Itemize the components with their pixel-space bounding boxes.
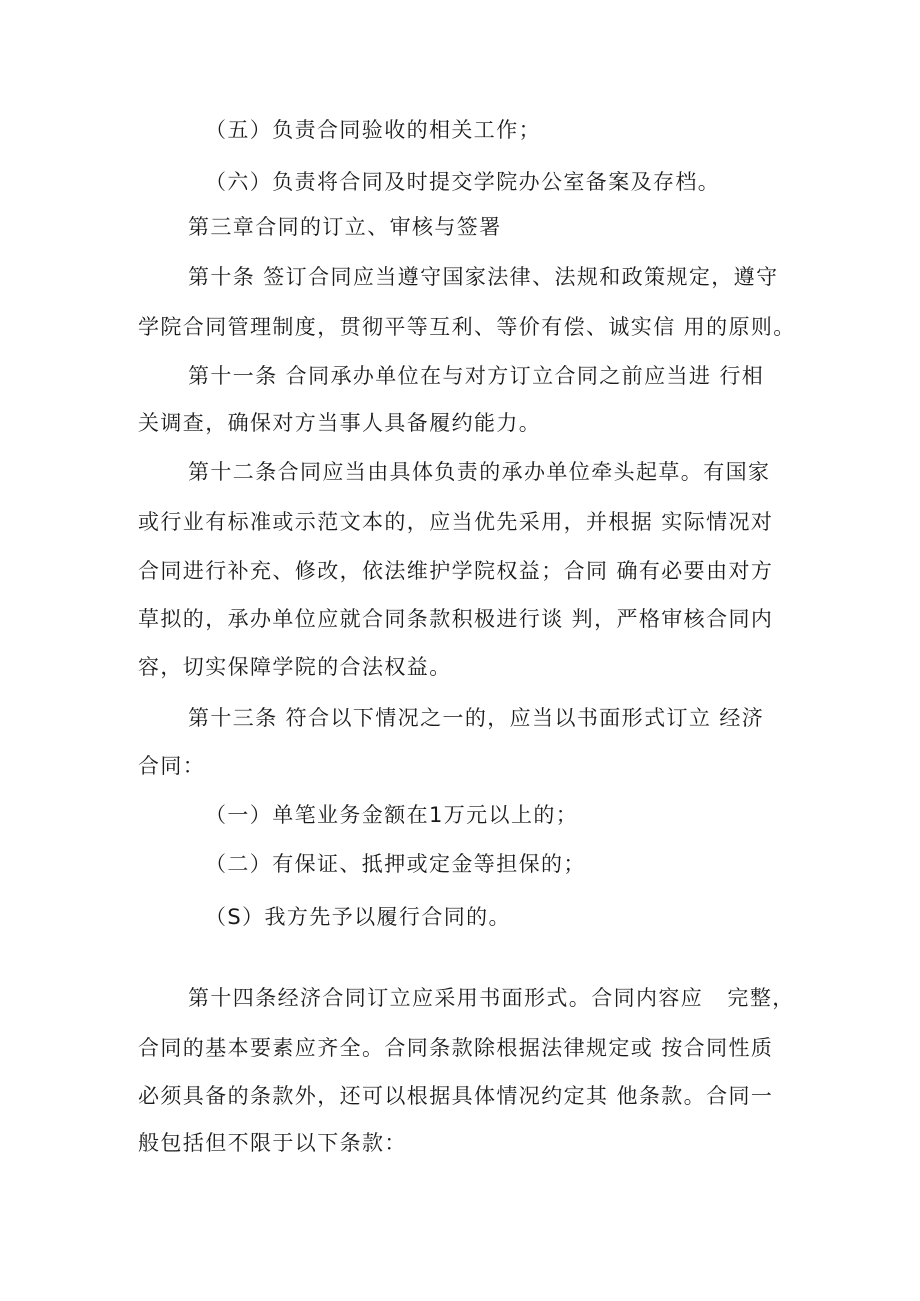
article-12-line-1: 第十二条合同应当由具体负责的承办单位牵头起草。有国家 xyxy=(188,460,771,484)
article-13-line-1: 第十三条 符合以下情况之一的，应当以书面形式订立 经济 xyxy=(188,706,765,730)
article-10-line-1: 第十条 签订合同应当遵守国家法律、法规和政策规定，遵守 xyxy=(188,265,779,289)
article-10-line-2: 学院合同管理制度，贯彻平等互利、等价有偿、诚实信 用的原则。 xyxy=(138,315,796,339)
article-14-line-3: 必须具备的条款外，还可以根据具体情况约定其 他条款。合同一 xyxy=(138,1084,774,1108)
item-5-line: （五）负责合同验收的相关工作； xyxy=(205,118,541,142)
article-12-line-4: 草拟的，承办单位应就合同条款积极进行谈 判，严格审核合同内 xyxy=(138,607,774,631)
article-12-line-5: 容，切实保障学院的合法权益。 xyxy=(138,655,452,679)
article-14-line-4: 般包括但不限于以下条款： xyxy=(138,1131,407,1155)
article-13-line-2: 合同： xyxy=(138,754,206,778)
article-12-line-2: 或行业有标准或示范文本的，应当优先采用，并根据 实际情况对 xyxy=(138,510,774,534)
article-13-item-1: （一）单笔业务金额在1万元以上的； xyxy=(205,803,579,827)
article-14-line-2: 合同的基本要素应齐全。合同条款除根据法律规定或 按合同性质 xyxy=(138,1036,774,1060)
article-12-line-3: 合同进行补充、修改，依法维护学院权益；合同 确有必要由对方 xyxy=(138,559,774,583)
chapter-heading: 第三章合同的订立、审核与签署 xyxy=(188,215,502,239)
article-11-line-2: 关调查，确保对方当事人具备履约能力。 xyxy=(138,411,542,435)
item-6-line: （六）负责将合同及时提交学院办公室备案及存档。 xyxy=(205,170,721,194)
article-13-item-3: （S）我方先予以履行合同的。 xyxy=(205,905,511,929)
article-11-line-1: 第十一条 合同承办单位在与对方订立合同之前应当进 行相 xyxy=(188,364,765,388)
article-14-line-1: 第十四条经济合同订立应采用书面形式。合同内容应 完整， xyxy=(188,986,795,1010)
article-13-item-2: （二）有保证、抵押或定金等担保的； xyxy=(205,852,586,876)
